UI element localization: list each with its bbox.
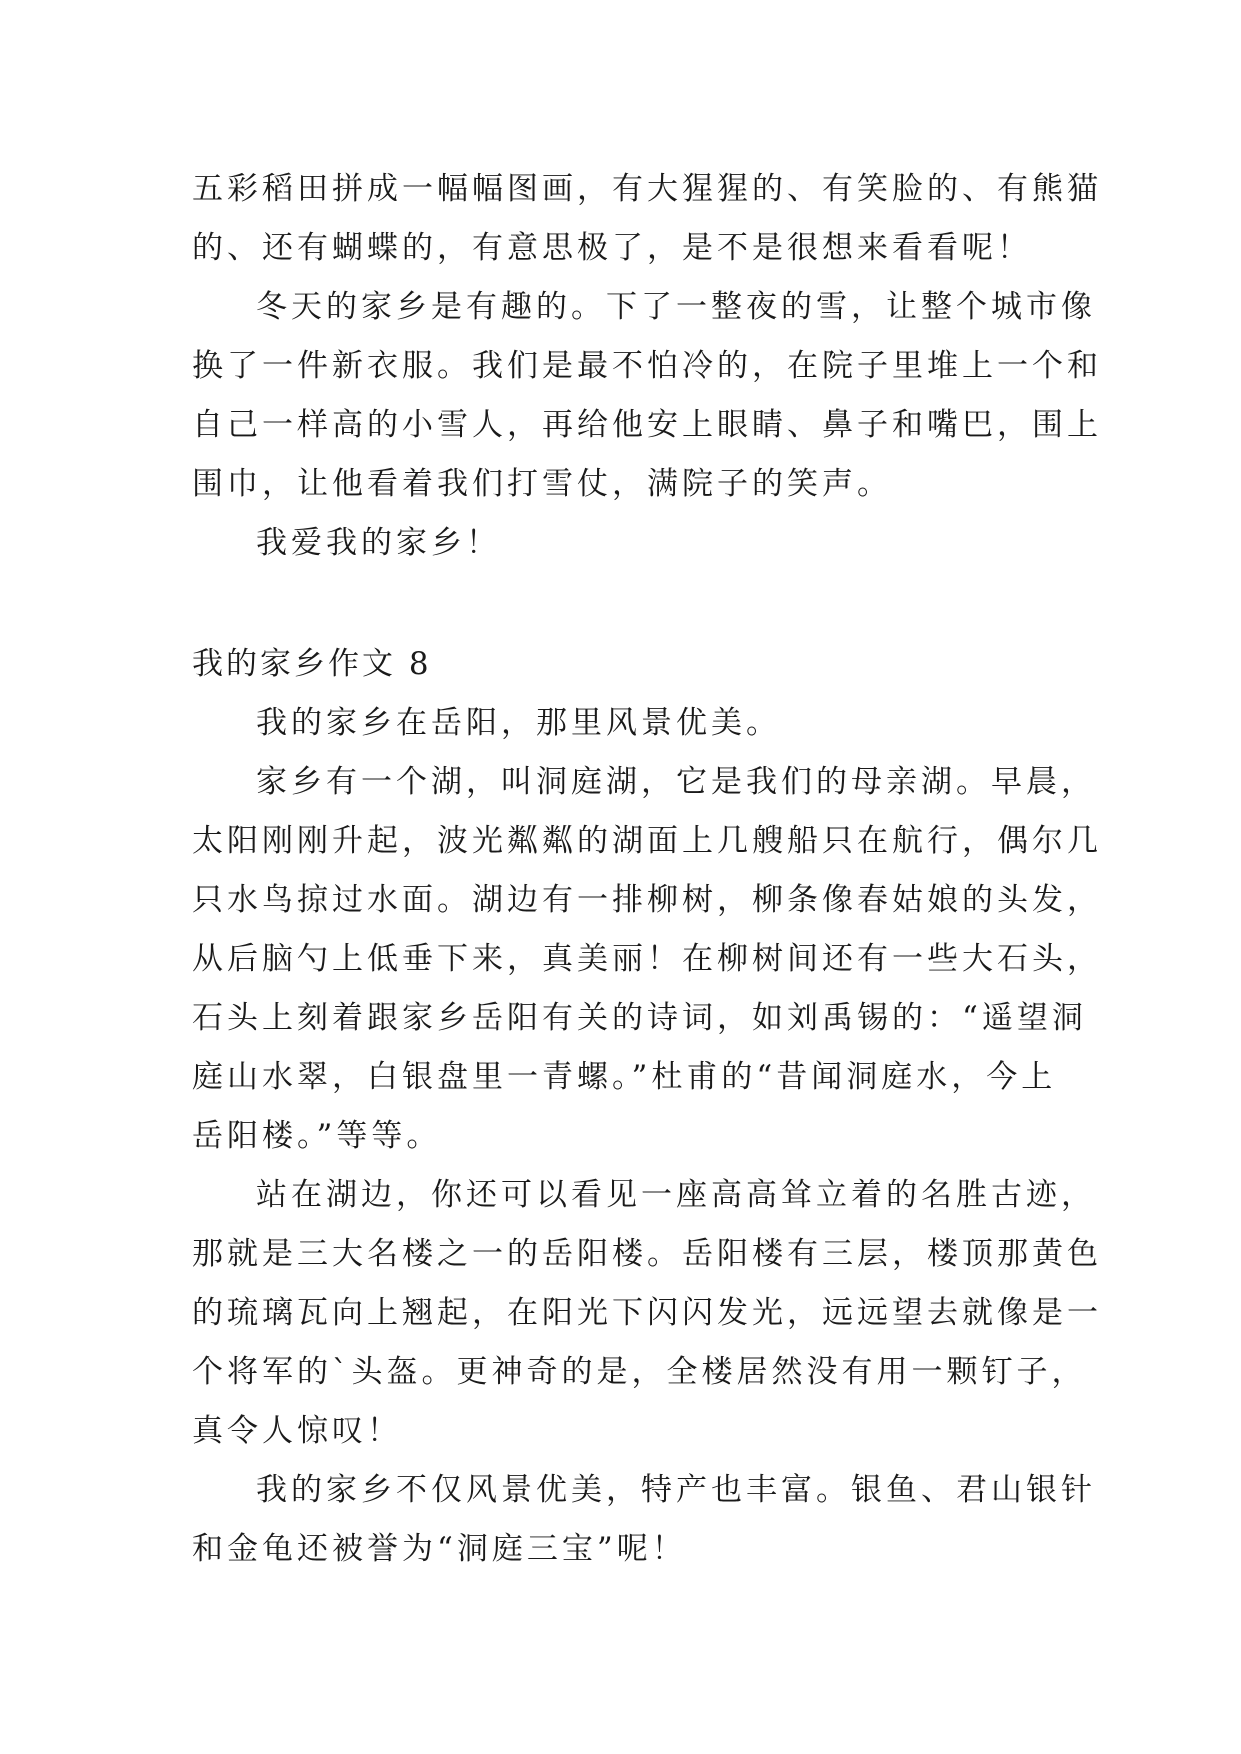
text-line: 只水鸟掠过水面。湖边有一排柳树，柳条像春姑娘的头发， <box>192 882 1102 918</box>
text-line: 站在湖边，你还可以看见一座高高耸立着的名胜古迹， <box>256 1177 1096 1213</box>
text-line: 换了一件新衣服。我们是最不怕冷的，在院子里堆上一个和 <box>192 348 1102 384</box>
text-line: 我爱我的家乡！ <box>256 525 501 561</box>
text-line: 那就是三大名楼之一的岳阳楼。岳阳楼有三层，楼顶那黄色 <box>192 1236 1102 1272</box>
text-line: 庭山水翠，白银盘里一青螺。”杜甫的“昔闻洞庭水，今上 <box>192 1059 1057 1095</box>
section-heading: 我的家乡作文 8 <box>192 646 432 682</box>
text-line: 石头上刻着跟家乡岳阳有关的诗词，如刘禹锡的：“遥望洞 <box>192 1000 1087 1036</box>
text-line: 自己一样高的小雪人，再给他安上眼睛、鼻子和嘴巴，围上 <box>192 407 1102 443</box>
text-line: 太阳刚刚升起，波光粼粼的湖面上几艘船只在航行，偶尔几 <box>192 823 1102 859</box>
text-line: 的、还有蝴蝶的，有意思极了，是不是很想来看看呢！ <box>192 230 1032 266</box>
text-line: 我的家乡不仅风景优美，特产也丰富。银鱼、君山银针 <box>256 1472 1096 1508</box>
text-line: 的琉璃瓦向上翘起，在阳光下闪闪发光，远远望去就像是一 <box>192 1295 1102 1331</box>
text-line: 冬天的家乡是有趣的。下了一整夜的雪，让整个城市像 <box>256 289 1096 325</box>
text-line: 真令人惊叹！ <box>192 1413 402 1449</box>
text-line: 围巾，让他看着我们打雪仗，满院子的笑声。 <box>192 466 892 502</box>
text-line: 岳阳楼。”等等。 <box>192 1118 442 1154</box>
text-line: 和金龟还被誉为“洞庭三宝”呢！ <box>192 1531 687 1567</box>
text-line: 我的家乡在岳阳，那里风景优美。 <box>256 705 781 741</box>
document-page <box>192 160 1102 1579</box>
text-line: 五彩稻田拼成一幅幅图画，有大猩猩的、有笑脸的、有熊猫 <box>192 171 1102 207</box>
text-line: 从后脑勺上低垂下来，真美丽！在柳树间还有一些大石头， <box>192 941 1102 977</box>
text-line: 家乡有一个湖，叫洞庭湖，它是我们的母亲湖。早晨， <box>256 764 1096 800</box>
text-line: 个将军的`头盔。更神奇的是，全楼居然没有用一颗钉子， <box>192 1354 1087 1390</box>
